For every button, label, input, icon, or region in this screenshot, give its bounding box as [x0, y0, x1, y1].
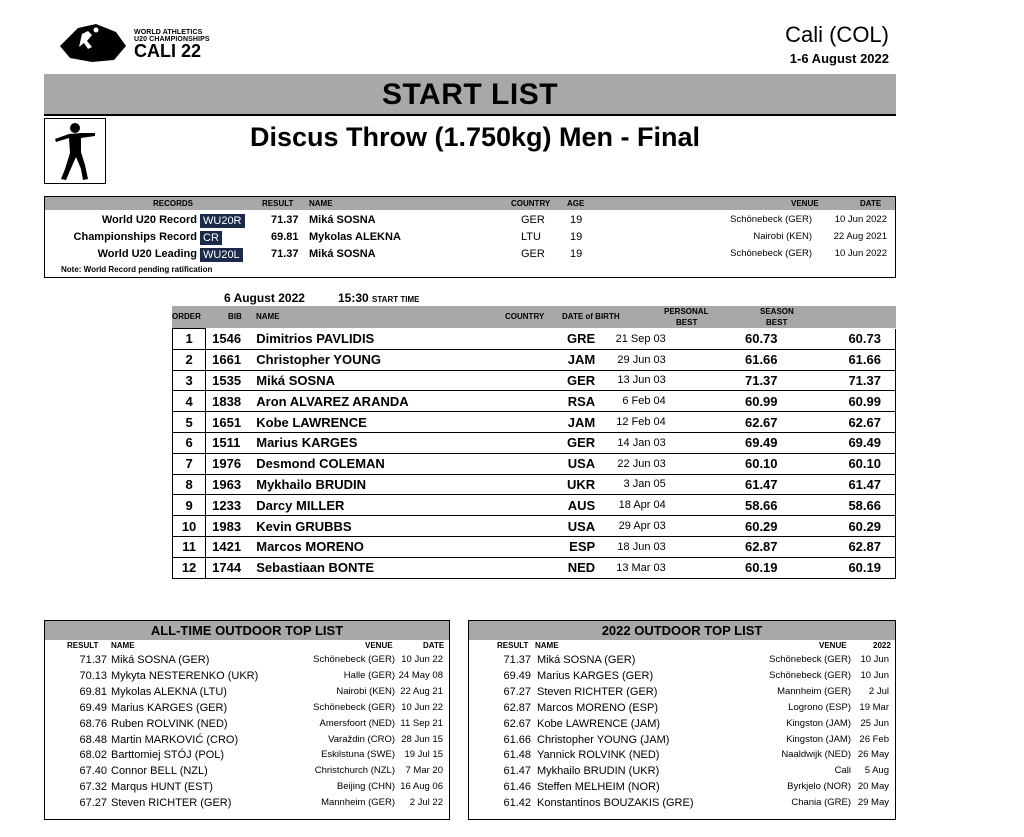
athlete-country: JAM: [540, 412, 597, 433]
logo-emblem-icon: [56, 20, 128, 64]
season-name: Marcos MORENO (ESP): [537, 701, 659, 714]
athlete-order: 3: [173, 370, 206, 391]
championship-logo: [56, 20, 216, 65]
alltime-result: 67.40: [79, 765, 107, 778]
season-header-result: RESULT: [497, 641, 529, 650]
alltime-name: Ruben ROLVINK (NED): [111, 717, 228, 730]
alltime-date: 22 Aug 21: [400, 685, 443, 697]
athlete-bib: 1233: [206, 495, 253, 516]
record-label: World U20 Record: [101, 214, 197, 226]
season-row: [469, 653, 895, 669]
season-header-date: 2022: [873, 641, 891, 650]
athlete-personal-best: 60.29: [672, 516, 782, 537]
header-pb-2: BEST: [676, 318, 698, 327]
records-note: Note: World Record pending ratification: [61, 265, 213, 274]
records-header-records: RECORDS: [153, 199, 194, 208]
alltime-name: Marqus HUNT (EST): [111, 781, 213, 794]
season-name: Christopher YOUNG (JAM): [537, 733, 670, 746]
athlete-bib: 1651: [206, 412, 253, 433]
season-name: Yannick ROLVINK (NED): [537, 749, 660, 762]
athlete-order: 2: [173, 349, 206, 370]
athlete-dob: 13 Jun 03: [597, 370, 672, 391]
athlete-row: [173, 391, 896, 412]
athlete-name: Aron ALVAREZ ARANDA: [252, 391, 540, 412]
championship-dates: 1-6 August 2022: [789, 51, 889, 66]
season-venue: Naaldwijk (NED): [781, 749, 851, 761]
season-date: 25 Jun: [860, 717, 889, 729]
season-venue: Kingston (JAM): [786, 717, 851, 729]
athlete-name: Christopher YOUNG: [252, 349, 540, 370]
alltime-result: 68.48: [79, 733, 107, 746]
session-time: [338, 291, 419, 305]
athlete-bib: 1421: [206, 536, 253, 557]
records-table: [44, 196, 896, 278]
athlete-row: [173, 495, 896, 516]
season-date: 26 Feb: [859, 733, 889, 745]
alltime-venue: Beijing (CHN): [336, 781, 395, 793]
alltime-header-date: DATE: [423, 641, 445, 650]
alltime-venue: Amersfoort (NED): [319, 717, 395, 729]
athlete-season-best: 60.73: [782, 329, 896, 350]
season-result: 61.66: [503, 733, 531, 746]
alltime-venue: Mannheim (GER): [321, 797, 395, 809]
athlete-name: Kobe LAWRENCE: [252, 412, 540, 433]
alltime-row: [45, 733, 449, 749]
records-header-name: NAME: [309, 199, 333, 208]
athlete-dob: 14 Jan 03: [597, 432, 672, 453]
record-country: GER: [521, 214, 545, 226]
athlete-dob: 12 Feb 04: [597, 412, 672, 433]
athlete-season-best: 60.99: [782, 391, 896, 412]
alltime-date: 28 Jun 15: [401, 733, 443, 745]
alltime-venue: Varaždin (CRO): [328, 733, 395, 745]
athlete-personal-best: 60.19: [672, 557, 782, 578]
season-name: Konstantinos BOUZAKIS (GRE): [537, 797, 694, 810]
athlete-bib: 1511: [206, 432, 253, 453]
athlete-season-best: 60.10: [782, 453, 896, 474]
athlete-order: 8: [173, 474, 206, 495]
season-result: 61.47: [503, 765, 531, 778]
alltime-row: [45, 669, 449, 685]
alltime-venue: Eskilstuna (SWE): [321, 749, 395, 761]
athlete-row: [173, 349, 896, 370]
athlete-country: USA: [540, 516, 597, 537]
record-row: [45, 246, 895, 263]
season-venue: Schönebeck (GER): [769, 654, 851, 665]
athlete-personal-best: 69.49: [672, 432, 782, 453]
record-venue: Schönebeck (GER): [730, 248, 812, 259]
athlete-bib: 1535: [206, 370, 253, 391]
athlete-row: [173, 474, 896, 495]
alltime-row: [45, 653, 449, 669]
season-result: 61.46: [503, 781, 531, 794]
athlete-country: GER: [540, 370, 597, 391]
alltime-date: 19 Jul 15: [404, 749, 443, 761]
record-badge: CR: [200, 231, 222, 245]
athlete-season-best: 69.49: [782, 432, 896, 453]
record-age: 19: [570, 214, 583, 226]
season-header-name: NAME: [535, 641, 559, 650]
record-result: 71.37: [271, 248, 299, 260]
athlete-season-best: 71.37: [782, 370, 896, 391]
record-venue: Nairobi (KEN): [753, 231, 812, 242]
alltime-result: 67.27: [79, 797, 107, 810]
alltime-row: [45, 717, 449, 733]
athlete-order: 1: [173, 329, 206, 350]
athlete-country: UKR: [540, 474, 597, 495]
event-title: Discus Throw (1.750kg) Men - Final: [249, 122, 701, 152]
record-label: World U20 Leading: [97, 248, 197, 260]
alltime-venue: Halle (GER): [343, 669, 395, 681]
athlete-season-best: 60.29: [782, 516, 896, 537]
record-country: LTU: [521, 231, 541, 243]
city: Cali (COL): [785, 22, 889, 47]
season-row: [469, 764, 895, 780]
season-date: 10 Jun: [860, 669, 889, 681]
alltime-result: 69.49: [79, 701, 107, 714]
athlete-name: Marius KARGES: [252, 432, 540, 453]
season-date: 19 Mar: [859, 701, 889, 713]
header-country: COUNTRY: [505, 312, 545, 321]
startlist-table: [172, 328, 896, 579]
athlete-dob: 3 Jan 05: [597, 474, 672, 495]
alltime-venue: Schönebeck (GER): [313, 654, 395, 665]
athlete-personal-best: 60.99: [672, 391, 782, 412]
athlete-country: ESP: [540, 536, 597, 557]
athlete-season-best: 58.66: [782, 495, 896, 516]
alltime-row: [45, 796, 449, 812]
athlete-season-best: 61.66: [782, 349, 896, 370]
season-header: [469, 640, 895, 651]
athlete-country: NED: [540, 557, 597, 578]
alltime-result: 67.32: [79, 781, 107, 794]
athlete-order: 11: [173, 536, 206, 557]
records-header-date: DATE: [860, 199, 882, 208]
season-result: 67.27: [503, 685, 531, 698]
logo-text-small: WORLD ATHLETICS U20 CHAMPIONSHIPS: [134, 29, 210, 43]
records-header-result: RESULT: [262, 199, 294, 208]
header-name: NAME: [256, 312, 280, 321]
season-venue: Schönebeck (GER): [769, 669, 851, 681]
season-date: 20 May: [857, 781, 889, 793]
alltime-header-venue: VENUE: [365, 641, 393, 650]
record-name: Miká SOSNA: [309, 214, 376, 226]
record-age: 19: [570, 248, 583, 260]
athlete-country: GRE: [540, 329, 597, 350]
alltime-toplist: [44, 620, 450, 820]
season-venue: Byrkjelo (NOR): [787, 781, 851, 793]
logo-text-big: CALI 22: [134, 41, 202, 61]
athlete-row: [173, 516, 896, 537]
athlete-order: 6: [173, 432, 206, 453]
alltime-row: [45, 685, 449, 701]
athlete-row: [173, 329, 896, 350]
athlete-season-best: 62.67: [782, 412, 896, 433]
record-row: [45, 212, 895, 229]
records-header-age: AGE: [567, 199, 585, 208]
season-result: 61.48: [503, 749, 531, 762]
athlete-country: AUS: [540, 495, 597, 516]
athlete-bib: 1661: [206, 349, 253, 370]
athlete-personal-best: 61.47: [672, 474, 782, 495]
records-header-venue: VENUE: [791, 199, 819, 208]
alltime-result: 68.76: [79, 717, 107, 730]
alltime-row: [45, 780, 449, 796]
athlete-bib: 1546: [206, 329, 253, 350]
alltime-name: Barttomiej STÓJ (POL): [111, 749, 225, 762]
athlete-country: USA: [540, 453, 597, 474]
athlete-order: 10: [173, 516, 206, 537]
alltime-date: 2 Jul 22: [409, 797, 443, 809]
athlete-dob: 18 Jun 03: [597, 536, 672, 557]
season-result: 61.42: [503, 797, 531, 810]
alltime-header-result: RESULT: [67, 641, 99, 650]
athlete-country: JAM: [540, 349, 597, 370]
athlete-dob: 22 Jun 03: [597, 453, 672, 474]
athlete-dob: 13 Mar 03: [597, 557, 672, 578]
athlete-season-best: 61.47: [782, 474, 896, 495]
season-row: [469, 796, 895, 812]
record-result: 69.81: [271, 231, 299, 243]
alltime-name: Marius KARGES (GER): [111, 701, 228, 714]
athlete-name: Darcy MILLER: [252, 495, 540, 516]
season-name: Marius KARGES (GER): [537, 669, 654, 682]
athlete-row: [173, 453, 896, 474]
season-venue: Cali: [834, 765, 851, 777]
alltime-header-name: NAME: [111, 641, 135, 650]
athlete-order: 4: [173, 391, 206, 412]
season-result: 71.37: [503, 654, 531, 666]
season-date: 10 Jun: [860, 654, 889, 665]
season-result: 62.87: [503, 701, 531, 714]
header-order: ORDER: [172, 312, 201, 321]
header-bib: BIB: [228, 312, 242, 321]
season-row: [469, 701, 895, 717]
athlete-row: [173, 370, 896, 391]
alltime-date: 16 Aug 06: [400, 781, 443, 793]
season-result: 62.67: [503, 717, 531, 730]
alltime-result: 71.37: [79, 654, 107, 666]
record-name: Mykolas ALEKNA: [309, 231, 401, 243]
alltime-name: Mykyta NESTERENKO (UKR): [111, 669, 259, 682]
alltime-name: Steven RICHTER (GER): [111, 797, 232, 810]
season-toplist: [468, 620, 896, 820]
athlete-order: 7: [173, 453, 206, 474]
season-venue: Mannheim (GER): [777, 685, 851, 697]
records-header-country: COUNTRY: [511, 199, 551, 208]
athlete-row: [173, 536, 896, 557]
record-date: 10 Jun 2022: [834, 248, 887, 259]
athlete-name: Sebastiaan BONTE: [252, 557, 540, 578]
alltime-name: Mykolas ALEKNA (LTU): [111, 685, 227, 698]
alltime-result: 69.81: [79, 685, 107, 698]
alltime-date: 24 May 08: [398, 669, 443, 681]
season-date: 5 Aug: [864, 765, 889, 777]
athlete-bib: 1983: [206, 516, 253, 537]
alltime-row: [45, 701, 449, 717]
season-row: [469, 685, 895, 701]
athlete-dob: 29 Apr 03: [597, 516, 672, 537]
season-venue: Chania (GRE): [791, 797, 851, 809]
athlete-bib: 1976: [206, 453, 253, 474]
athlete-row: [173, 412, 896, 433]
season-name: Miká SOSNA (GER): [537, 654, 636, 666]
season-venue: Logrono (ESP): [788, 701, 851, 713]
season-row: [469, 669, 895, 685]
athlete-bib: 1744: [206, 557, 253, 578]
athlete-name: Kevin GRUBBS: [252, 516, 540, 537]
record-age: 19: [570, 231, 583, 243]
athlete-name: Miká SOSNA: [252, 370, 540, 391]
athlete-personal-best: 61.66: [672, 349, 782, 370]
athlete-personal-best: 62.87: [672, 536, 782, 557]
season-date: 29 May: [857, 797, 889, 809]
season-name: Steffen MELHEIM (NOR): [537, 781, 660, 794]
alltime-venue: Nairobi (KEN): [336, 685, 395, 697]
athlete-name: Marcos MORENO: [252, 536, 540, 557]
athlete-dob: 6 Feb 04: [597, 391, 672, 412]
season-venue: Kingston (JAM): [786, 733, 851, 745]
alltime-row: [45, 764, 449, 780]
alltime-venue: Schönebeck (GER): [313, 701, 395, 713]
alltime-header: [45, 640, 449, 651]
alltime-name: Martin MARKOVIĆ (CRO): [111, 733, 239, 746]
record-date: 10 Jun 2022: [834, 214, 887, 225]
athlete-personal-best: 60.10: [672, 453, 782, 474]
session-time-value: 15:30: [338, 291, 369, 305]
season-date: 2 Jul: [868, 685, 889, 697]
athlete-season-best: 60.19: [782, 557, 896, 578]
season-name: Mykhailo BRUDIN (UKR): [537, 765, 660, 778]
alltime-result: 68.02: [79, 749, 107, 762]
athlete-order: 5: [173, 412, 206, 433]
athlete-personal-best: 60.73: [672, 329, 782, 350]
alltime-date: 10 Jun 22: [401, 701, 443, 713]
record-badge: WU20L: [200, 248, 243, 262]
athlete-season-best: 62.87: [782, 536, 896, 557]
season-row: [469, 748, 895, 764]
athlete-name: Dimitrios PAVLIDIS: [252, 329, 540, 350]
alltime-row: [45, 748, 449, 764]
alltime-result: 70.13: [79, 669, 107, 682]
record-venue: Schönebeck (GER): [730, 214, 812, 225]
header-sb-1: SEASON: [760, 307, 794, 316]
athlete-order: 12: [173, 557, 206, 578]
alltime-date: 11 Sep 21: [400, 717, 443, 729]
athlete-order: 9: [173, 495, 206, 516]
record-row: [45, 229, 895, 246]
header-sb-2: BEST: [766, 318, 788, 327]
header-dob: DATE of BIRTH: [562, 312, 620, 321]
discus-thrower-icon: [44, 118, 106, 184]
record-date: 22 Aug 2021: [833, 231, 887, 242]
record-badge: WU20R: [200, 214, 245, 228]
season-row: [469, 717, 895, 733]
athlete-country: GER: [540, 432, 597, 453]
record-result: 71.37: [271, 214, 299, 226]
alltime-name: Connor BELL (NZL): [111, 765, 208, 778]
alltime-date: 7 Mar 20: [405, 765, 443, 777]
athlete-personal-best: 62.67: [672, 412, 782, 433]
season-result: 69.49: [503, 669, 531, 682]
athlete-bib: 1963: [206, 474, 253, 495]
records-header: [45, 197, 895, 210]
alltime-date: 10 Jun 22: [401, 654, 443, 665]
athlete-row: [173, 432, 896, 453]
athlete-name: Mykhailo BRUDIN: [252, 474, 540, 495]
athlete-dob: 18 Apr 04: [597, 495, 672, 516]
athlete-dob: 29 Jun 03: [597, 349, 672, 370]
season-title: 2022 OUTDOOR TOP LIST: [469, 621, 895, 640]
season-row: [469, 733, 895, 749]
record-label: Championships Record: [73, 231, 197, 243]
athlete-personal-best: 58.66: [672, 495, 782, 516]
athlete-dob: 21 Sep 03: [597, 329, 672, 350]
startlist-header: [172, 306, 896, 328]
header-pb-1: PERSONAL: [664, 307, 709, 316]
season-header-venue: VENUE: [819, 641, 847, 650]
athlete-row: [173, 557, 896, 578]
season-date: 26 May: [857, 749, 889, 761]
alltime-venue: Christchurch (NZL): [314, 765, 395, 777]
athlete-country: RSA: [540, 391, 597, 412]
page-title: START LIST: [44, 74, 896, 116]
session-date: 6 August 2022: [224, 291, 305, 305]
athlete-bib: 1838: [206, 391, 253, 412]
athlete-name: Desmond COLEMAN: [252, 453, 540, 474]
session-time-label: START TIME: [372, 295, 420, 304]
alltime-title: ALL-TIME OUTDOOR TOP LIST: [45, 621, 449, 640]
record-country: GER: [521, 248, 545, 260]
season-row: [469, 780, 895, 796]
season-name: Steven RICHTER (GER): [537, 685, 658, 698]
athlete-personal-best: 71.37: [672, 370, 782, 391]
record-name: Miká SOSNA: [309, 248, 376, 260]
season-name: Kobe LAWRENCE (JAM): [537, 717, 661, 730]
alltime-name: Miká SOSNA (GER): [111, 654, 210, 666]
